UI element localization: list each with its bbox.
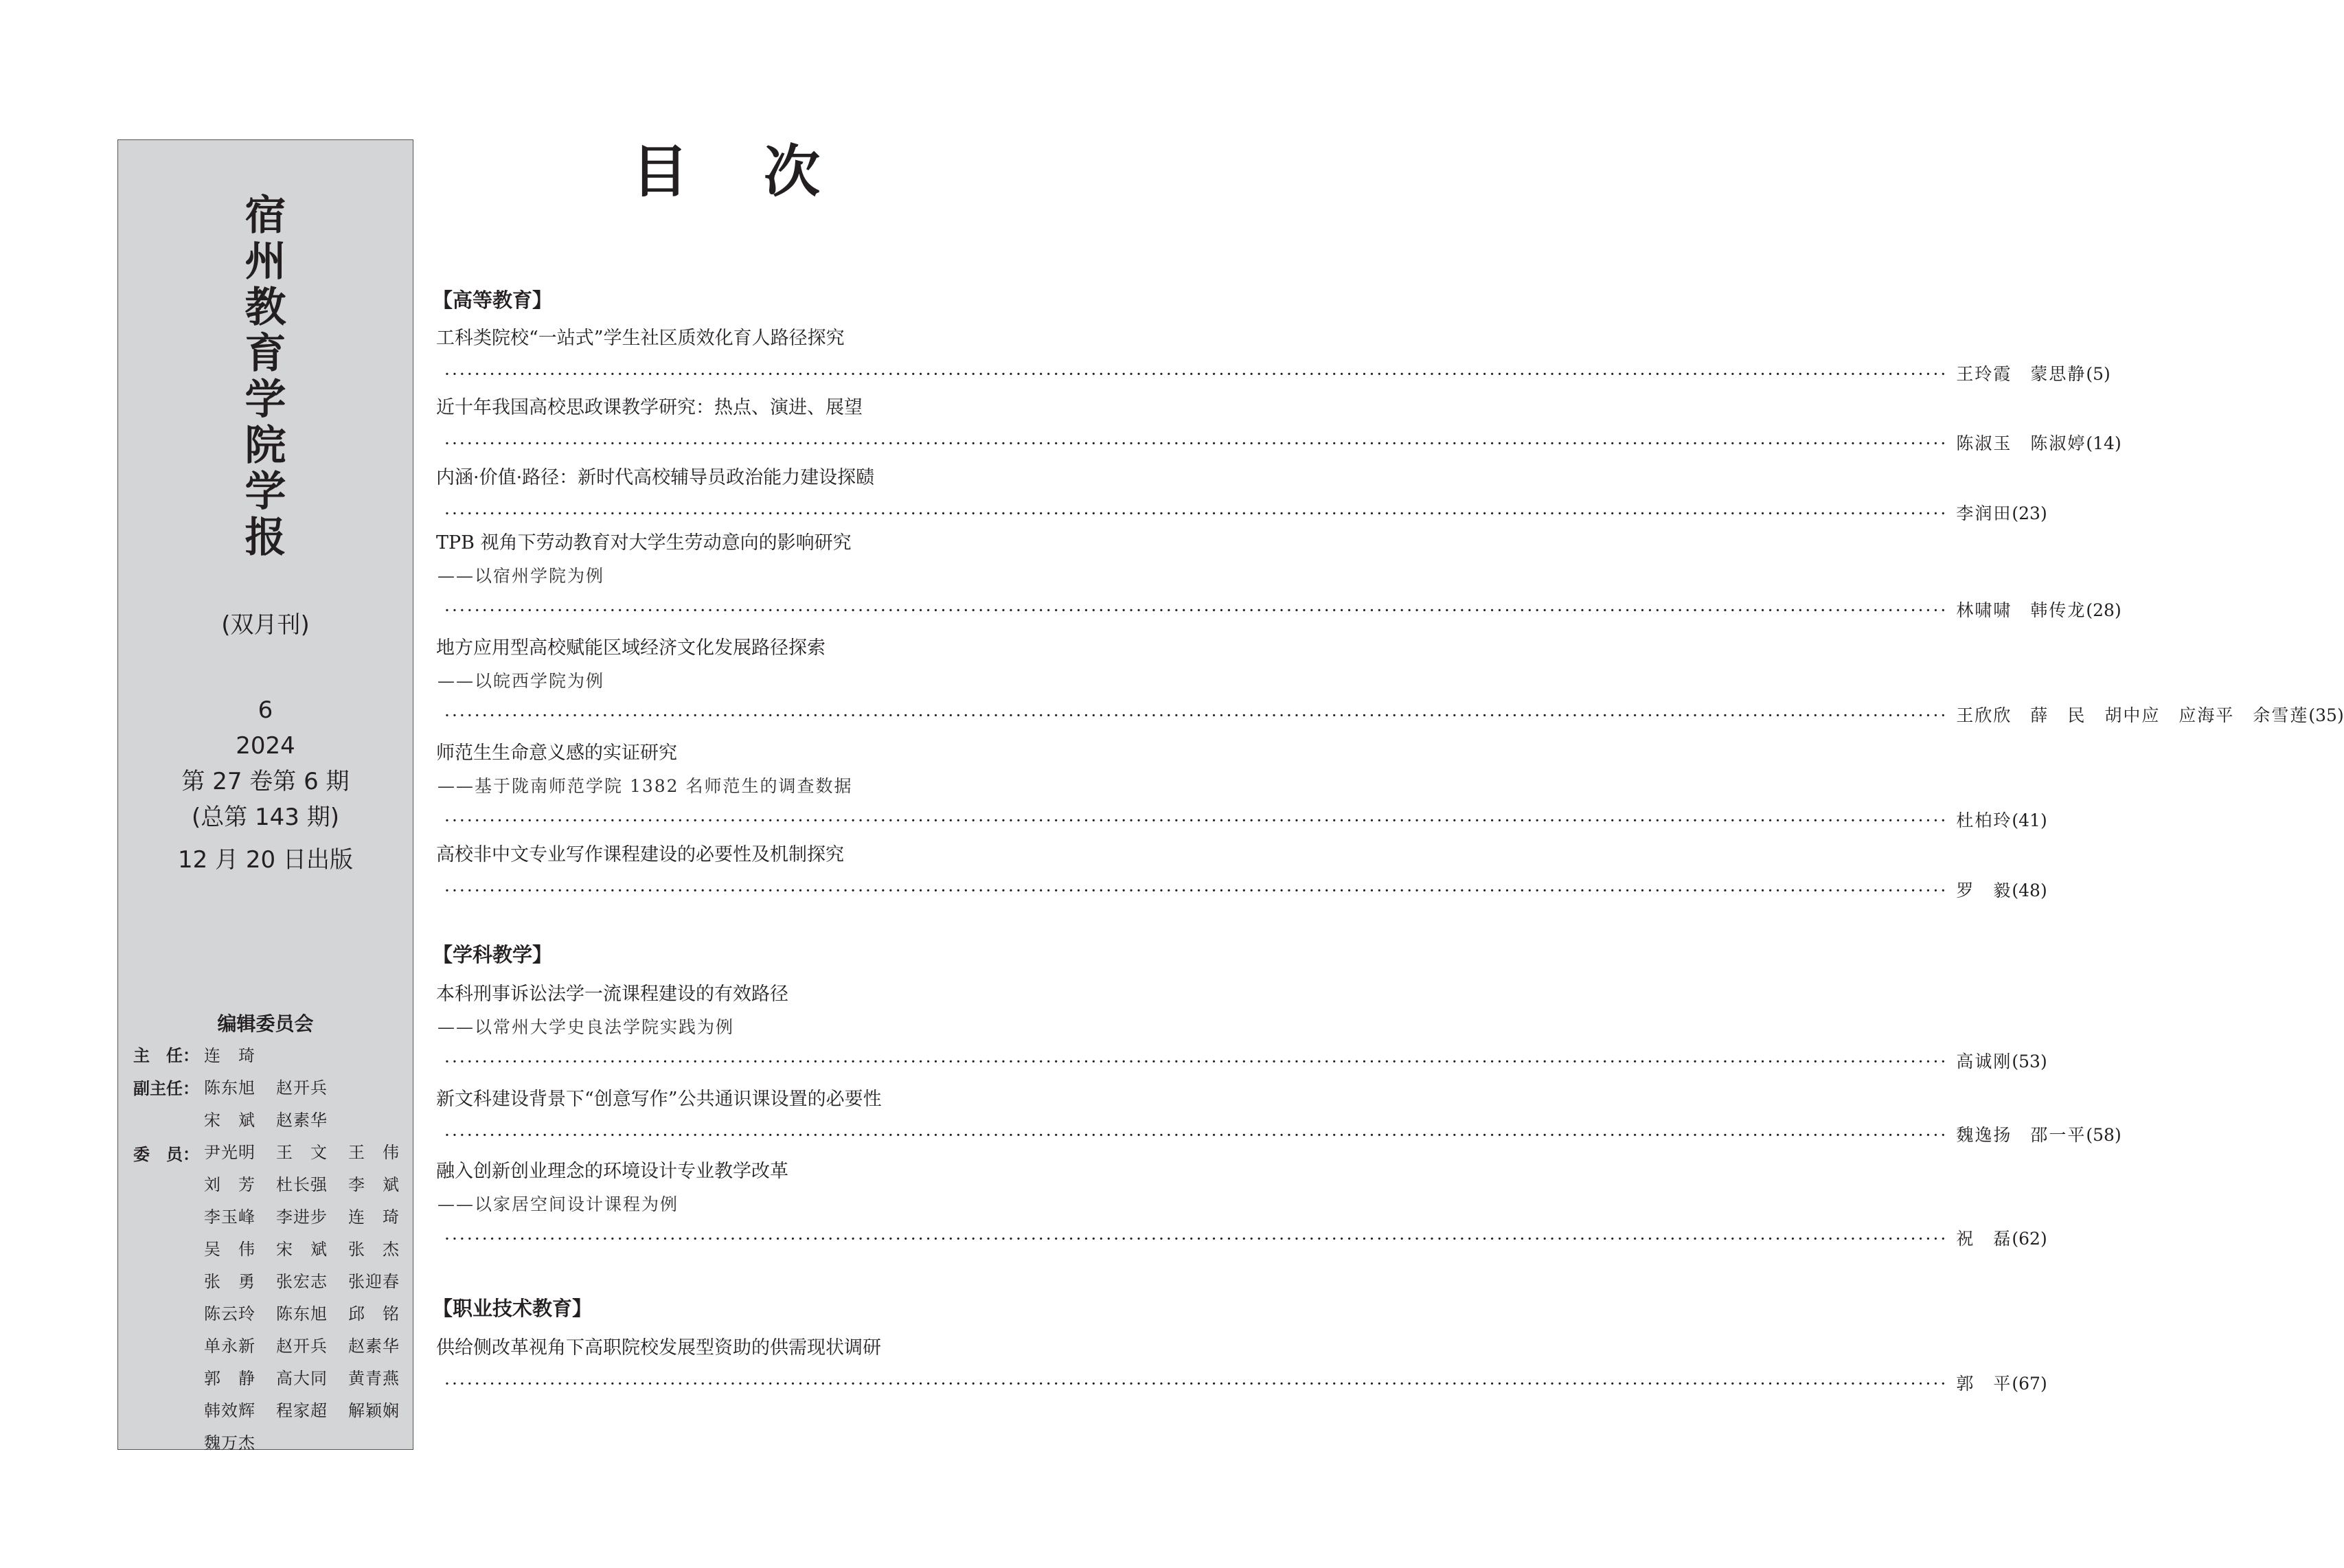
- board-member-name: 黄青燕: [348, 1369, 400, 1388]
- board-member-name: 高大同: [276, 1369, 328, 1388]
- toc-entry-leader: [444, 359, 2110, 385]
- toc-article-subtitle: ——以家居空间设计课程为例: [437, 1194, 679, 1214]
- toc-article-title: 近十年我国高校思政课教学研究：热点、演进、展望: [436, 397, 863, 418]
- author-names: 祝 磊: [1956, 1229, 2012, 1249]
- issue-number: 6: [258, 696, 273, 724]
- board-member-name: 陈云玲: [204, 1304, 255, 1323]
- toc-article-subtitle: ——以皖西学院为例: [437, 671, 605, 691]
- toc-article-title: 师范生生命意义感的实证研究: [436, 742, 677, 764]
- toc-entry-leader: [444, 805, 2047, 831]
- toc-section-heading: 【职业技术教育】: [433, 1297, 593, 1320]
- author-names: 林啸啸 韩传龙: [1956, 600, 2086, 620]
- board-member-name: 张 勇: [204, 1272, 255, 1291]
- journal-title-char: 宿: [244, 192, 286, 240]
- page-number: (14): [2086, 433, 2121, 453]
- page-number: (41): [2012, 810, 2047, 830]
- board-member-name: 赵开兵: [276, 1337, 328, 1356]
- author-names: 罗 毅: [1956, 880, 2012, 900]
- dot-leader: ········································································································································································································: [444, 1374, 1948, 1394]
- toc-entry-leader: [444, 428, 2121, 454]
- page-number: (5): [2086, 364, 2110, 384]
- toc-section-heading: 【学科教学】: [433, 943, 553, 966]
- author-names: 魏逸扬 邵一平: [1956, 1125, 2086, 1145]
- page-number: (58): [2086, 1125, 2121, 1145]
- page-number: (53): [2012, 1052, 2047, 1071]
- toc-article-title: 地方应用型高校赋能区域经济文化发展路径探索: [436, 637, 826, 659]
- publication-date: 12 月 20 日出版: [178, 846, 353, 874]
- journal-title-char: 育: [244, 330, 286, 378]
- journal-title-char: 报: [244, 514, 286, 562]
- dot-leader: ········································································································································································································: [444, 503, 1948, 523]
- board-member-name: 张迎春: [348, 1272, 400, 1291]
- board-member-name: 刘 芳: [204, 1175, 255, 1194]
- board-member-name: 魏万杰: [204, 1433, 255, 1453]
- toc-article-authors: [1956, 1052, 2047, 1072]
- journal-title-char: 学: [244, 376, 286, 424]
- toc-entry-leader: [444, 1368, 2047, 1394]
- toc-entry-leader: [444, 1120, 2121, 1146]
- journal-title-char: 教: [244, 284, 286, 332]
- toc-entry-leader: [444, 1046, 2047, 1072]
- board-member-name: 陈东旭: [204, 1078, 255, 1098]
- board-member-name: 赵素华: [276, 1111, 328, 1130]
- toc-article-authors: [1956, 600, 2121, 621]
- board-member-name: 王 伟: [348, 1143, 400, 1162]
- board-member-name: 张 杰: [348, 1240, 400, 1259]
- author-names: 王玲霞 蒙思静: [1956, 364, 2086, 384]
- board-member-name: 赵开兵: [276, 1078, 328, 1098]
- toc-article-title: 融入创新创业理念的环境设计专业教学改革: [436, 1161, 788, 1182]
- board-member-name: 宋 斌: [276, 1240, 328, 1259]
- board-role-members: 委 员：: [133, 1145, 199, 1164]
- toc-article-authors: [1956, 364, 2110, 385]
- page-number: (62): [2012, 1229, 2047, 1249]
- toc-article-authors: [1956, 433, 2121, 454]
- board-member-name: 李进步: [276, 1207, 328, 1227]
- page-number: (48): [2012, 880, 2047, 900]
- board-member-name: 郭 静: [204, 1369, 255, 1388]
- toc-article-authors: [1956, 810, 2047, 831]
- board-member-name: 王 文: [276, 1143, 328, 1162]
- author-names: 陈淑玉 陈淑婷: [1956, 433, 2086, 453]
- board-member-name: 连 琦: [348, 1207, 400, 1227]
- author-names: 王欣欣 薛 民 胡中应 应海平 余雪莲: [1956, 705, 2309, 725]
- board-member-name: 程家超: [276, 1401, 328, 1420]
- toc-article-authors: [1956, 705, 2343, 726]
- page-number: (28): [2086, 600, 2121, 620]
- issue-year: 2024: [236, 732, 295, 760]
- board-role-chief: 主 任：: [133, 1046, 199, 1065]
- board-member-name: 解颖娴: [348, 1401, 400, 1420]
- toc-article-title: 内涵·价值·路径：新时代高校辅导员政治能力建设探赜: [436, 467, 875, 488]
- toc-article-title: 高校非中文专业写作课程建设的必要性及机制探究: [436, 844, 844, 865]
- toc-article-title: 新文科建设背景下“创意写作”公共通识课设置的必要性: [436, 1089, 882, 1110]
- board-member-name: 宋 斌: [204, 1111, 255, 1130]
- toc-article-title: 工科类院校“一站式”学生社区质效化育人路径探究: [436, 328, 845, 349]
- volume-issue: 第 27 卷第 6 期: [181, 768, 350, 795]
- toc-article-title: 供给侧改革视角下高职院校发展型资助的供需现状调研: [436, 1337, 881, 1359]
- toc-entry-leader: [444, 700, 2344, 726]
- board-member-name: 李玉峰: [204, 1207, 255, 1227]
- board-member-name: 连 琦: [204, 1046, 255, 1065]
- board-member-name: 单永新: [204, 1337, 255, 1356]
- toc-article-subtitle: ——基于陇南师范学院 1382 名师范生的调查数据: [437, 776, 853, 796]
- journal-title-char: 州: [244, 238, 286, 286]
- toc-entry-leader: [444, 595, 2121, 621]
- toc-article-subtitle: ——以宿州学院为例: [437, 566, 605, 586]
- board-member-name: 吴 伟: [204, 1240, 255, 1259]
- editorial-board-title: 编辑委员会: [217, 1012, 314, 1035]
- toc-entry-leader: [444, 875, 2047, 901]
- toc-article-authors: [1956, 1374, 2047, 1394]
- page-number: (23): [2012, 503, 2047, 523]
- page-number: (67): [2012, 1374, 2047, 1394]
- board-role-deputy: 副主任：: [133, 1079, 199, 1098]
- dot-leader: ········································································································································································································: [444, 1125, 1948, 1145]
- toc-article-authors: [1956, 1229, 2047, 1249]
- toc-entry-leader: [444, 498, 2047, 524]
- dot-leader: ········································································································································································································: [444, 1052, 1948, 1071]
- author-names: 高诚刚: [1956, 1052, 2012, 1071]
- total-issue: (总第 143 期): [191, 804, 340, 831]
- author-names: 杜柏玲: [1956, 810, 2012, 830]
- dot-leader: ········································································································································································································: [444, 433, 1948, 453]
- board-member-name: 李 斌: [348, 1175, 400, 1194]
- dot-leader: ········································································································································································································: [444, 1229, 1948, 1249]
- toc-article-authors: [1956, 1125, 2121, 1146]
- board-member-name: 尹光明: [204, 1143, 255, 1162]
- toc-article-subtitle: ——以常州大学史良法学院实践为例: [437, 1017, 735, 1037]
- dot-leader: ········································································································································································································: [444, 600, 1948, 620]
- page-number: (35): [2308, 705, 2344, 725]
- board-member-name: 邱 铭: [348, 1304, 400, 1323]
- dot-leader: ········································································································································································································: [444, 880, 1948, 900]
- dot-leader: ········································································································································································································: [444, 810, 1948, 830]
- author-names: 郭 平: [1956, 1374, 2012, 1394]
- toc-article-authors: [1956, 880, 2047, 901]
- board-member-name: 赵素华: [348, 1337, 400, 1356]
- toc-section-heading: 【高等教育】: [433, 288, 553, 312]
- toc-article-title: TPB 视角下劳动教育对大学生劳动意向的影响研究: [436, 532, 852, 554]
- board-member-name: 张宏志: [276, 1272, 328, 1291]
- toc-article-authors: [1956, 503, 2047, 524]
- board-member-name: 杜长强: [276, 1175, 328, 1194]
- author-names: 李润田: [1956, 503, 2012, 523]
- dot-leader: ········································································································································································································: [444, 364, 1948, 384]
- toc-heading: 目次: [632, 139, 896, 205]
- journal-title: [118, 192, 413, 563]
- sidebar-panel: [117, 139, 413, 1453]
- dot-leader: ········································································································································································································: [444, 705, 1948, 725]
- toc-entry-leader: [444, 1223, 2047, 1249]
- board-member-name: 陈东旭: [276, 1304, 328, 1323]
- publication-frequency: (双月刊): [221, 611, 310, 639]
- journal-title-char: 学: [244, 468, 286, 516]
- journal-title-char: 院: [244, 422, 286, 470]
- board-member-name: 韩效辉: [204, 1401, 255, 1420]
- toc-article-title: 本科刑事诉讼法学一流课程建设的有效路径: [436, 984, 788, 1005]
